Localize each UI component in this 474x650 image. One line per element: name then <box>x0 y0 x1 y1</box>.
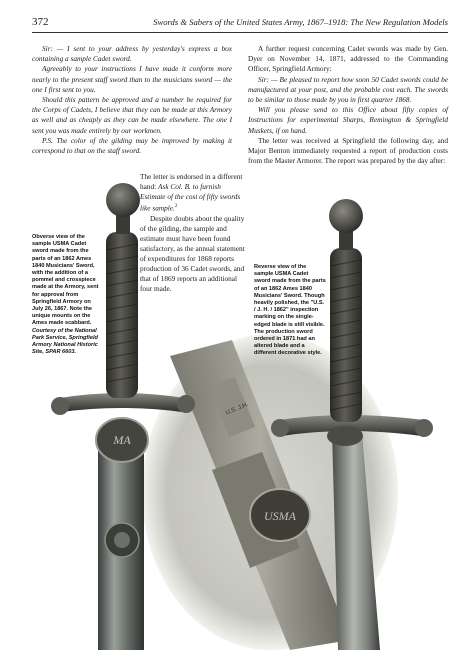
blade-marking: U.S. J.H. <box>224 401 250 417</box>
middle-text <box>140 172 246 295</box>
body-paragraph: The letter was received at Springfield the following day, and Major Benton immediately requested a report of production costs from the Master Armorer. The report was prepared by the day after: <box>248 135 448 166</box>
middle-intro: The letter is endorsed in a different hand: <box>140 172 243 192</box>
letter-paragraph: Should this pattern be approved and a number be required for the Corps of Cadets, I believe that they can be made at this Armory as well and as cheaply as they can be made elsewhere. The one I sent you was made entirely by our workmen. <box>32 95 232 135</box>
obverse-pommel <box>106 183 140 217</box>
reverse-caption-text: Reverse view of the sample USMA Cadet sword made from the parts of an 1862 Ames 1840 Musicians' Sword. Though heavily polished, the "U.S. / J. H. / 1862" inspection marking on the single-edged blade is still visible. The production sword ordered in 1871 had an altered blade and a different decorative style. <box>254 264 326 357</box>
obverse-caption-credit: Courtesy of the National Park Service, Springfield Armory National Historic Site, SPAR 6603. <box>32 327 98 356</box>
body-paragraph: A further request concerning Cadet swords was made by Gen. Dyer on November 14, 1871, addressed to the Commanding Officer, Springfield Armory: <box>248 44 448 74</box>
letter-paragraph: Sir: — Be pleased to report how soon 50 Cadet swords could be manufactured at your post, and the probable cost each. The swords to be similar to those made by you in first quarter 1868. <box>248 74 448 105</box>
running-title: Swords & Sabers of the United States Army, 1867–1918: The New Regulation Models <box>153 17 448 27</box>
obverse-caption-text: Obverse view of the sample USMA Cadet sword made from the parts of an 1862 Ames 1840 Musicians' Sword, with the addition of a pommel and crosspiece made at the Armory, sent for approval from Springfield Armory on July 26, 1867. Note the unique mounts on the Ames made scabbard. <box>32 234 99 327</box>
left-text-column <box>32 44 232 156</box>
reverse-caption <box>254 264 326 358</box>
reverse-pommel <box>329 199 363 233</box>
right-text-column <box>248 44 448 166</box>
letter-paragraph: Will you please send to this Office about fifty copies of Instructions for experimental Sharps, Remington & Springfield Muskets, if on hand. <box>248 105 448 135</box>
middle-body: Despite doubts about the quality of the gilding, the sample and estimate must have been found satisfactory, as the annual statement of expenditures for 1868 reports production of 36 Cadet swords, and that of 1869 reports an additional four made. <box>140 213 245 294</box>
scabbard-monogram: USMA <box>264 509 296 523</box>
letter-salutation: Sir: — I sent to your address by yesterday's express a box containing a sample Cadet sword. <box>32 44 232 64</box>
endorsement-quote: Ask Col. B. to furnish Estimate of the cost of fifty swords like sample. <box>140 182 241 213</box>
obverse-caption <box>32 234 102 356</box>
footnote-marker: 2 <box>174 204 178 210</box>
page-number: 372 <box>32 16 49 28</box>
letter-paragraph: Agreeably to your instructions I have made it conform more nearly to the present staff sword than to the musicians sword — the one I first sent to you. <box>32 64 232 94</box>
letter-postscript: P.S. The color of the gilding may be improved by making it correspond to that on the staff sword. <box>32 135 232 156</box>
hilt-monogram: MA <box>113 433 131 447</box>
